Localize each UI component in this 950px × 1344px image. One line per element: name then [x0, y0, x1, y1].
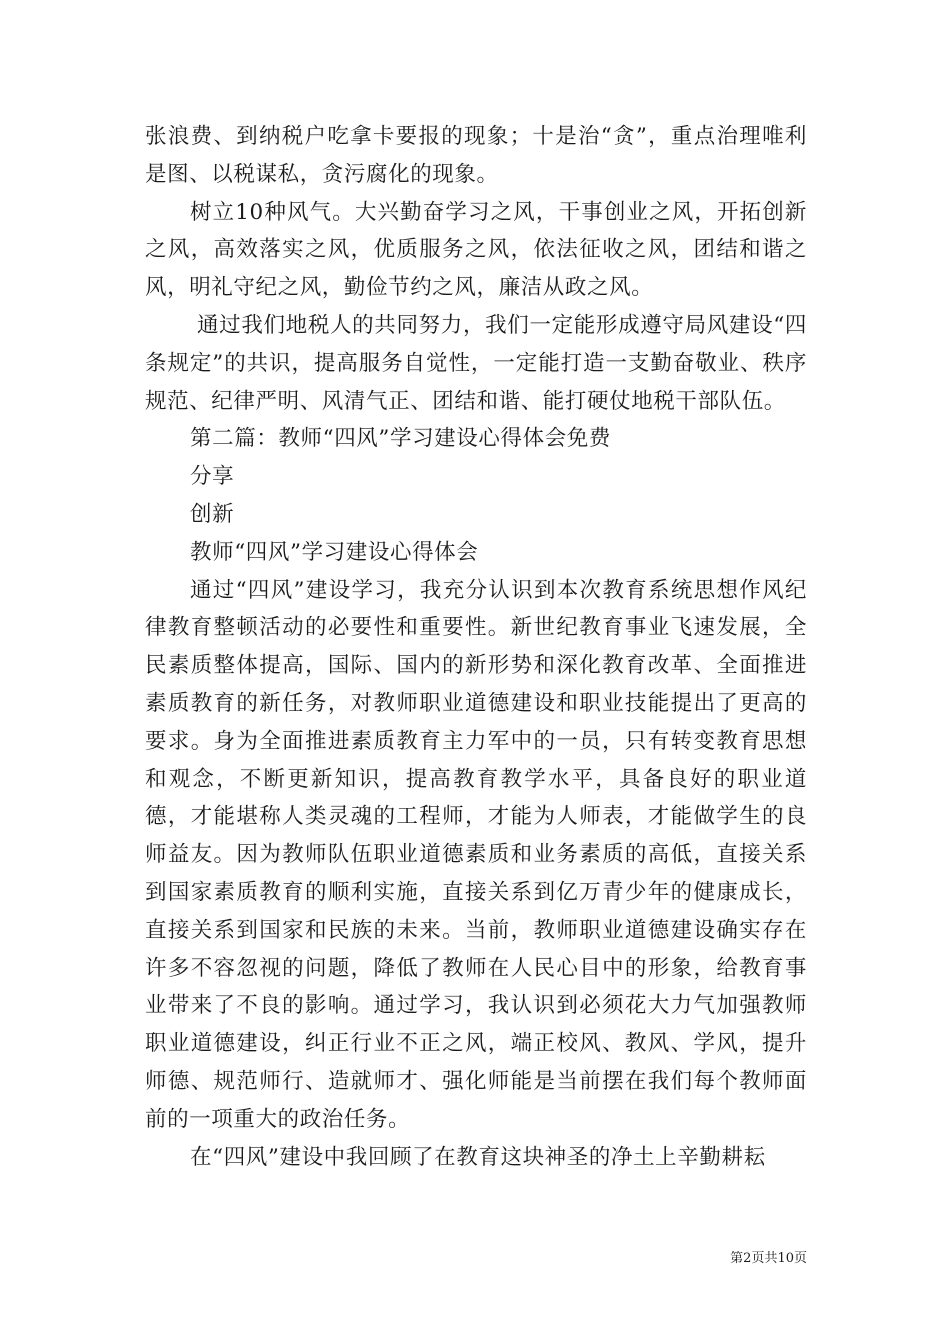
- document-body: [145, 118, 807, 1176]
- page-number-footer: 第2页共10页: [730, 1251, 807, 1266]
- paragraph-continuation: 张浪费、到纳税户吃拿卡要报的现象；十是治“贪”，重点治理唯利是图、以税谋私，贪污腐化的现象。: [145, 124, 807, 187]
- article-title: 教师“四风”学习建设心得体会: [190, 539, 479, 565]
- section-heading-part-two: 第二篇：教师“四风”学习建设心得体会免费: [190, 426, 611, 452]
- paragraph-ten-styles: 树立10种风气。大兴勤奋学习之风，干事创业之风，开拓创新之风，高效落实之风，优质服务之风，依法征收之风，团结和谐之风，明礼守纪之风，勤俭节约之风，廉洁从政之风。: [145, 199, 807, 301]
- paragraph-review: 在“四风”建设中我回顾了在教育这块神圣的净土上辛勤耕耘: [190, 1144, 766, 1170]
- paragraph-joint-effort: 通过我们地税人的共同努力，我们一定能形成遵守局风建设“四条规定”的共识，提高服务自觉性，一定能打造一支勤奋敬业、秩序规范、纪律严明、风清气正、团结和谐、能打硬仗地税干部队伍。: [145, 312, 807, 414]
- heading-innovation: 创新: [190, 501, 235, 527]
- paragraph-study-reflection: 通过“四风”建设学习，我充分认识到本次教育系统思想作风纪律教育整顿活动的必要性和重要性。新世纪教育事业飞速发展，全民素质整体提高，国际、国内的新形势和深化教育改革、全面推进素质教育的新任务，对教师职业道德建设和职业技能提出了更高的要求。身为全面推进素质教育主力军中的一员，只有转变教育思想和观念，不断更新知识，提高教育教学水平，具备良好的职业道德，才能堪称人类灵魂的工程师，才能为人师表，才能做学生的良师益友。因为教师队伍职业道德素质和业务素质的高低，直接关系到国家素质教育的顺利实施，直接关系到亿万青少年的健康成长，直接关系到国家和民族的未来。当前，教师职业道德建设确实存在许多不容忽视的问题，降低了教师在人民心目中的形象，给教育事业带来了不良的影响。通过学习，我认识到必须花大力气加强教师职业道德建设，纠正行业不正之风，端正校风、教风、学风，提升师德、规范师行、造就师才、强化师能是当前摆在我们每个教师面前的一项重大的政治任务。: [145, 577, 807, 1132]
- heading-share: 分享: [190, 464, 235, 490]
